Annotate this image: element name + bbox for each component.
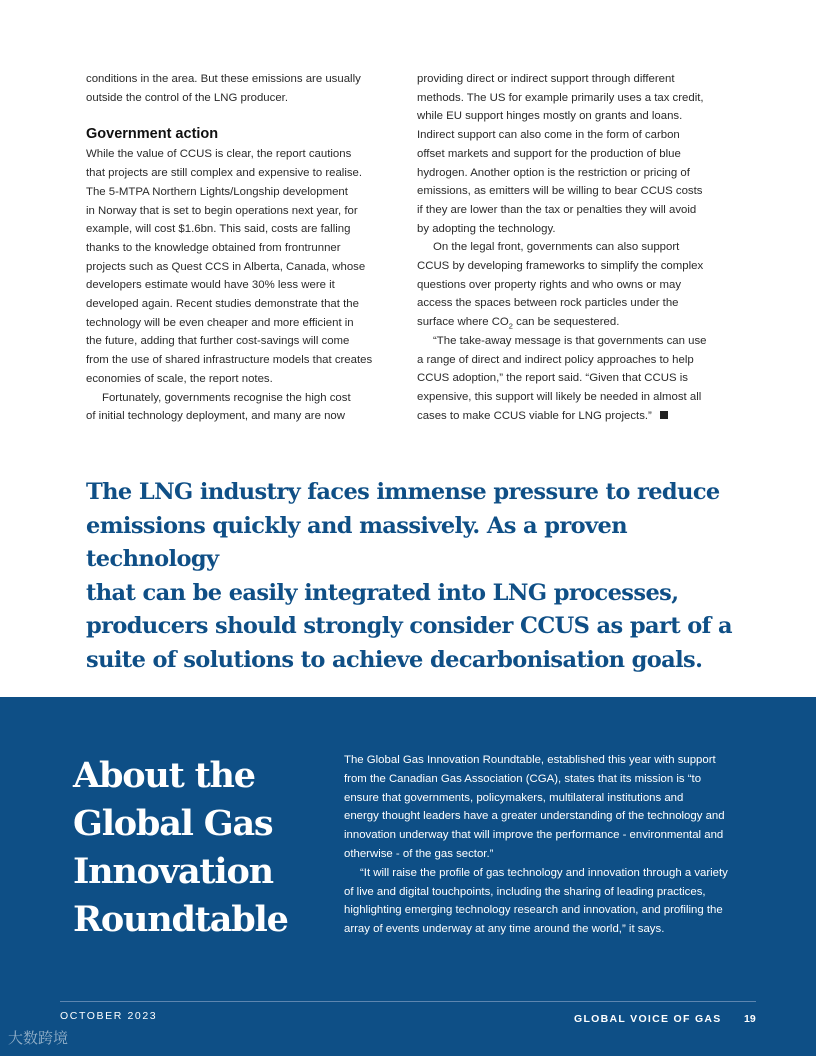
body-paragraph: providing direct or indirect support through different methods. The US for example primarily uses a tax credit, while EU support hinges mostly on grants and loans. Indirect support can also come in the form of carbon offset markets and support for the production of blue hydrogen. Another option is the restriction or pricing of emissions, as emitters will be willing to bear CCUS costs if they are lower than the tax or penalties they will avoid by adopting the technology. — [417, 73, 704, 235]
para-text: can be sequestered. — [512, 316, 620, 329]
about-paragraph: The Global Gas Innovation Roundtable, established this year with support from the Canadian Gas Association (CGA), states that its mission is “to ensure that governments, policymakers, multilateral institutions and energy thought leaders have a greater understanding of the technology and innovation underway that will improve the performance - environmental and otherwise - of the gas sector.” — [344, 754, 725, 860]
about-paragraph: “It will raise the profile of gas technology and innovation through a variety of live and digital touchpoints, including the sharing of leading practices, highlighting emerging technology research and innovation, and profiling the array of events underway at any time around the world,” it says. — [344, 866, 728, 936]
para-lines: “The take-away message is that governments can use a range of direct and indirect policy approaches to help CCUS adoption,” the report said. “Given that CCUS is expensive, this support will likely be needed in almost all cases to make CCUS viable for LNG projects.” — [417, 334, 707, 422]
body-paragraph: Fortunately, governments recognise the high cost of initial technology deployment, and many are now — [86, 391, 351, 423]
body-paragraph: While the value of CCUS is clear, the report cautions that projects are still complex and expensive to realise. The 5-MTPA Northern Lights/Longship development in Norway that is set to begin operations next year, for example, will cost $1.6bn. This said, costs are falling thanks to the knowledge obtained from frontrunner projects such as Quest CCS in Alberta, Canada, whose developers estimate would have 30% less were it developed again. Recent studies demonstrate that the technology will be even cheaper and more efficient in the future, adding that further cost-savings will come from the use of shared infrastructure models that creates economies of scale, the report notes. — [86, 148, 373, 385]
para-text: surface where CO — [417, 316, 509, 329]
watermark-logo: 大数跨境 — [8, 1030, 69, 1047]
para-lines: On the legal front, governments can also support CCUS by developing frameworks to simplify the complex questions over property rights and who owns or may access the spaces between rock particles under the — [417, 241, 704, 310]
article-right-column — [417, 70, 729, 425]
about-body — [344, 751, 760, 939]
footer-divider — [60, 1001, 756, 1002]
intro-paragraph: conditions in the area. But these emissions are usually outside the control of the LNG producer. — [86, 73, 361, 104]
end-of-article-icon — [660, 411, 668, 419]
footer-publication: GLOBAL VOICE OF GAS — [574, 1013, 722, 1025]
body-paragraph — [417, 238, 729, 332]
body-paragraph — [417, 332, 729, 426]
pull-quote: The LNG industry faces immense pressure to reduce emissions quickly and massively. As a proven technology that can be easily integrated into LNG processes, producers should strongly consider CCUS as part of a suite of solutions to achieve decarbonisation goals. — [86, 479, 732, 673]
section-heading: Government action — [86, 126, 219, 143]
footer-date: OCTOBER 2023 — [60, 1010, 158, 1022]
about-panel — [0, 697, 816, 1056]
about-title: About the Global Gas Innovation Roundtable — [73, 755, 288, 940]
page-number: 19 — [744, 1013, 756, 1025]
article-left-column — [86, 70, 396, 426]
subscript: 2 — [508, 321, 513, 331]
